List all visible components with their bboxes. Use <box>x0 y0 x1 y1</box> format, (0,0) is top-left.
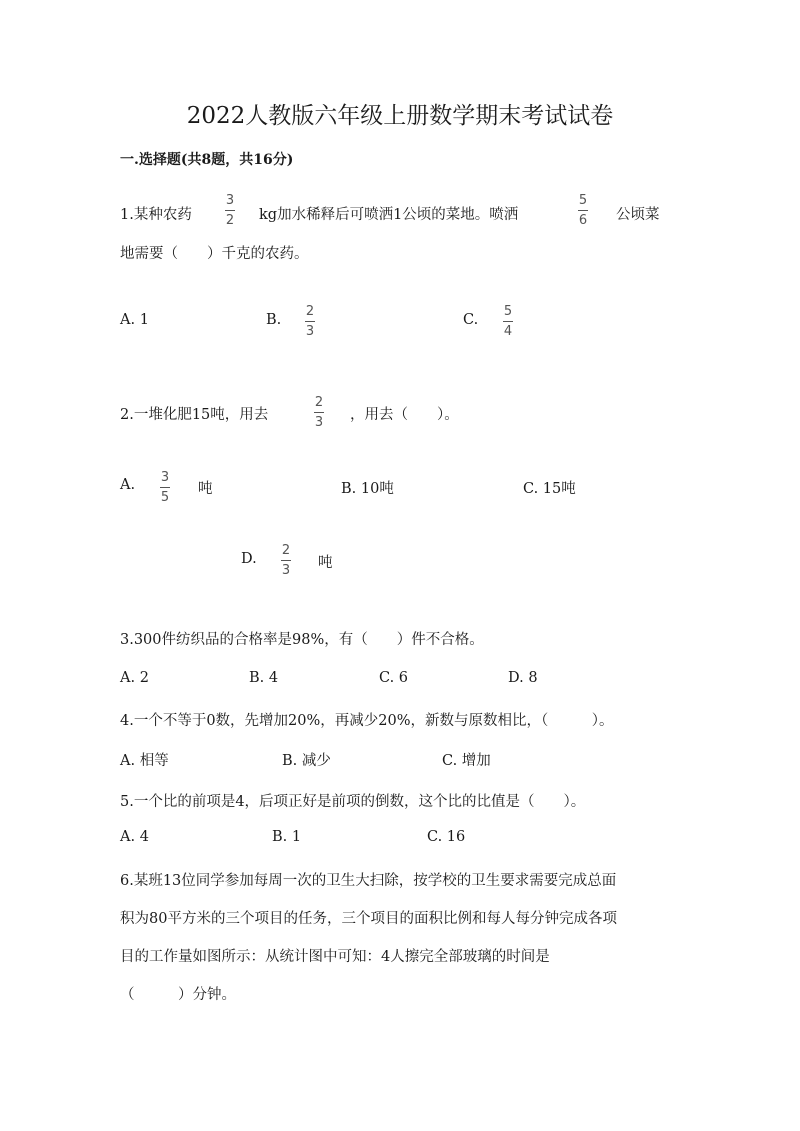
q6-text-line3: 目的工作量如图所示：从统计图中可知：4人擦完全部玻璃的时间是 <box>120 949 550 965</box>
q6-text-line2: 积为80平方米的三个项目的任务，三个项目的面积比例和每人每分钟完成各项 <box>120 911 617 927</box>
q5-option-b: B. 1 <box>272 829 302 845</box>
q3-text: 3.300件纺织品的合格率是98%，有（ ）件不合格。 <box>120 632 484 648</box>
q2-option-a: A. <box>120 477 136 493</box>
q6-text-line1: 6.某班13位同学参加每周一次的卫生大扫除，按学校的卫生要求需要完成总面 <box>120 873 617 889</box>
q2-option-a-unit: 吨 <box>198 481 213 497</box>
q1-option-a: A. 1 <box>120 312 149 328</box>
q2-option-d: D. <box>241 551 257 567</box>
q1-fraction-3-2: 3 2 <box>225 193 235 228</box>
q2-text-part1: 2.一堆化肥15吨，用去 <box>120 407 269 423</box>
q3-option-b: B. 4 <box>249 670 279 686</box>
q3-option-c: C. 6 <box>379 670 409 686</box>
q5-option-a: A. 4 <box>120 829 149 845</box>
q4-option-c: C. 增加 <box>442 753 491 769</box>
q1-text-part2: kg加水稀释后可喷洒1公顷的菜地。喷洒 <box>259 207 519 223</box>
q2-option-c: C. 15吨 <box>523 481 576 497</box>
page-title: 2022人教版六年级上册数学期末考试试卷 <box>186 103 614 129</box>
q1-option-b-fraction: 2 3 <box>305 304 315 339</box>
q1-option-c: C. <box>463 312 479 328</box>
q6-text-line4: （ ）分钟。 <box>120 987 236 1003</box>
q1-text-part3: 公顷菜 <box>616 207 660 223</box>
q1-fraction-5-6: 5 6 <box>578 193 588 228</box>
q1-text-line2: 地需要（ ）千克的农药。 <box>120 246 309 262</box>
q5-option-c: C. 16 <box>427 829 466 845</box>
q1-option-c-fraction: 5 4 <box>503 304 513 339</box>
q2-text-part2: ，用去（ ）。 <box>350 407 459 423</box>
q2-fraction-2-3: 2 3 <box>314 395 324 430</box>
q3-option-d: D. 8 <box>508 670 538 686</box>
q2-option-b: B. 10吨 <box>341 481 394 497</box>
q1-option-b: B. <box>266 312 282 328</box>
q3-option-a: A. 2 <box>120 670 149 686</box>
q1-text-part1: 1.某种农药 <box>120 207 192 223</box>
q5-text: 5.一个比的前项是4，后项正好是前项的倒数，这个比的比值是（ ）。 <box>120 794 586 810</box>
section-heading: 一.选择题(共8题，共16分) <box>120 152 294 168</box>
q2-option-a-fraction: 3 5 <box>160 470 170 505</box>
q4-option-b: B. 减少 <box>282 753 331 769</box>
q4-text: 4.一个不等于0数，先增加20%，再减少20%，新数与原数相比，（ ）。 <box>120 713 614 729</box>
q2-option-d-unit: 吨 <box>318 555 333 571</box>
q2-option-d-fraction: 2 3 <box>281 543 291 578</box>
q4-option-a: A. 相等 <box>120 753 169 769</box>
